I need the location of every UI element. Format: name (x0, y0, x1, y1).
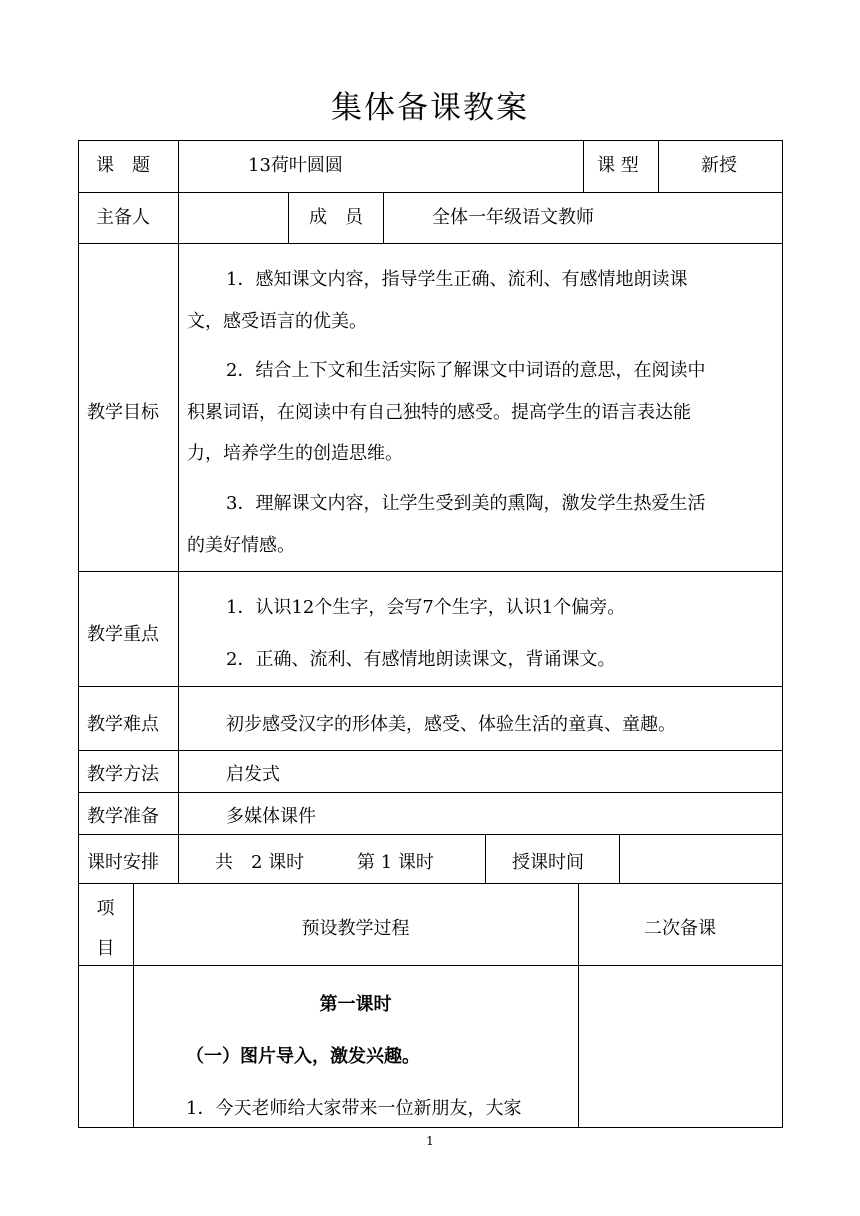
second-prep-header: 二次备课 (644, 918, 716, 939)
objective-line: 文，感受语言的优美。 (187, 311, 367, 332)
method-value: 启发式 (226, 764, 280, 785)
table-border (78, 750, 783, 751)
item-header-line1: 项 (96, 898, 115, 919)
table-border (78, 1127, 783, 1128)
objective-line: 力，培养学生的创造思维。 (187, 443, 403, 464)
table-border (78, 792, 783, 793)
lesson-type-label: 课 型 (597, 155, 639, 176)
table-border (619, 834, 620, 883)
objective-line: 2．结合上下文和生活实际了解课文中词语的意思，在阅读中 (226, 360, 706, 381)
preparation-label: 教学准备 (87, 806, 159, 827)
table-border (78, 965, 783, 966)
table-border (78, 192, 783, 193)
lesson-heading: 第一课时 (319, 994, 392, 1015)
method-label: 教学方法 (87, 764, 159, 785)
key-point-line: 1．认识12个生字，会写7个生字，认识1个偏旁。 (226, 597, 626, 618)
table-border (78, 571, 783, 572)
objective-line: 的美好情感。 (187, 535, 295, 556)
page-number: 1 (426, 1134, 434, 1148)
lesson-type-value: 新授 (701, 155, 737, 176)
table-border (78, 883, 783, 884)
table-border (782, 140, 783, 1128)
table-border (383, 192, 384, 243)
objective-line: 积累词语，在阅读中有自己独特的感受。提高学生的语言表达能 (187, 402, 691, 423)
key-point-line: 2．正确、流利、有感情地朗读课文，背诵课文。 (226, 649, 616, 670)
preparer-label: 主备人 (96, 207, 150, 228)
members-label: 成 员 (309, 207, 363, 228)
table-border (485, 834, 486, 883)
process-line: 1．今天老师给大家带来一位新朋友，大家 (186, 1098, 522, 1119)
members-value: 全体一年级语文教师 (432, 207, 594, 228)
preparation-value: 多媒体课件 (226, 806, 316, 827)
table-border (78, 834, 783, 835)
table-border (583, 140, 584, 192)
table-border (78, 243, 783, 244)
table-border (78, 140, 79, 1128)
table-border (78, 686, 783, 687)
difficulties-value: 初步感受汉字的形体美，感受、体验生活的童真、童趣。 (226, 714, 676, 735)
document-title: 集体备课教案 (331, 90, 529, 126)
section-heading: （一）图片导入，激发兴趣。 (186, 1046, 420, 1067)
table-border (78, 140, 783, 141)
table-border (658, 140, 659, 192)
process-header: 预设教学过程 (301, 918, 410, 939)
objectives-label: 教学目标 (87, 402, 159, 423)
table-border (178, 140, 179, 883)
key-points-label: 教学重点 (87, 624, 159, 645)
objective-line: 1．感知课文内容，指导学生正确、流利、有感情地朗读课 (226, 269, 688, 290)
item-header-line2: 目 (96, 938, 115, 959)
schedule-current: 第 1 课时 (357, 852, 434, 873)
schedule-total: 共 2 课时 (215, 852, 305, 873)
topic-label: 课 题 (96, 155, 150, 176)
schedule-label: 课时安排 (87, 852, 159, 873)
topic-value: 13荷叶圆圆 (248, 155, 343, 176)
class-time-label: 授课时间 (512, 852, 584, 873)
difficulties-label: 教学难点 (87, 714, 159, 735)
objective-line: 3．理解课文内容，让学生受到美的熏陶，激发学生热爱生活 (226, 493, 706, 514)
table-border (288, 192, 289, 243)
